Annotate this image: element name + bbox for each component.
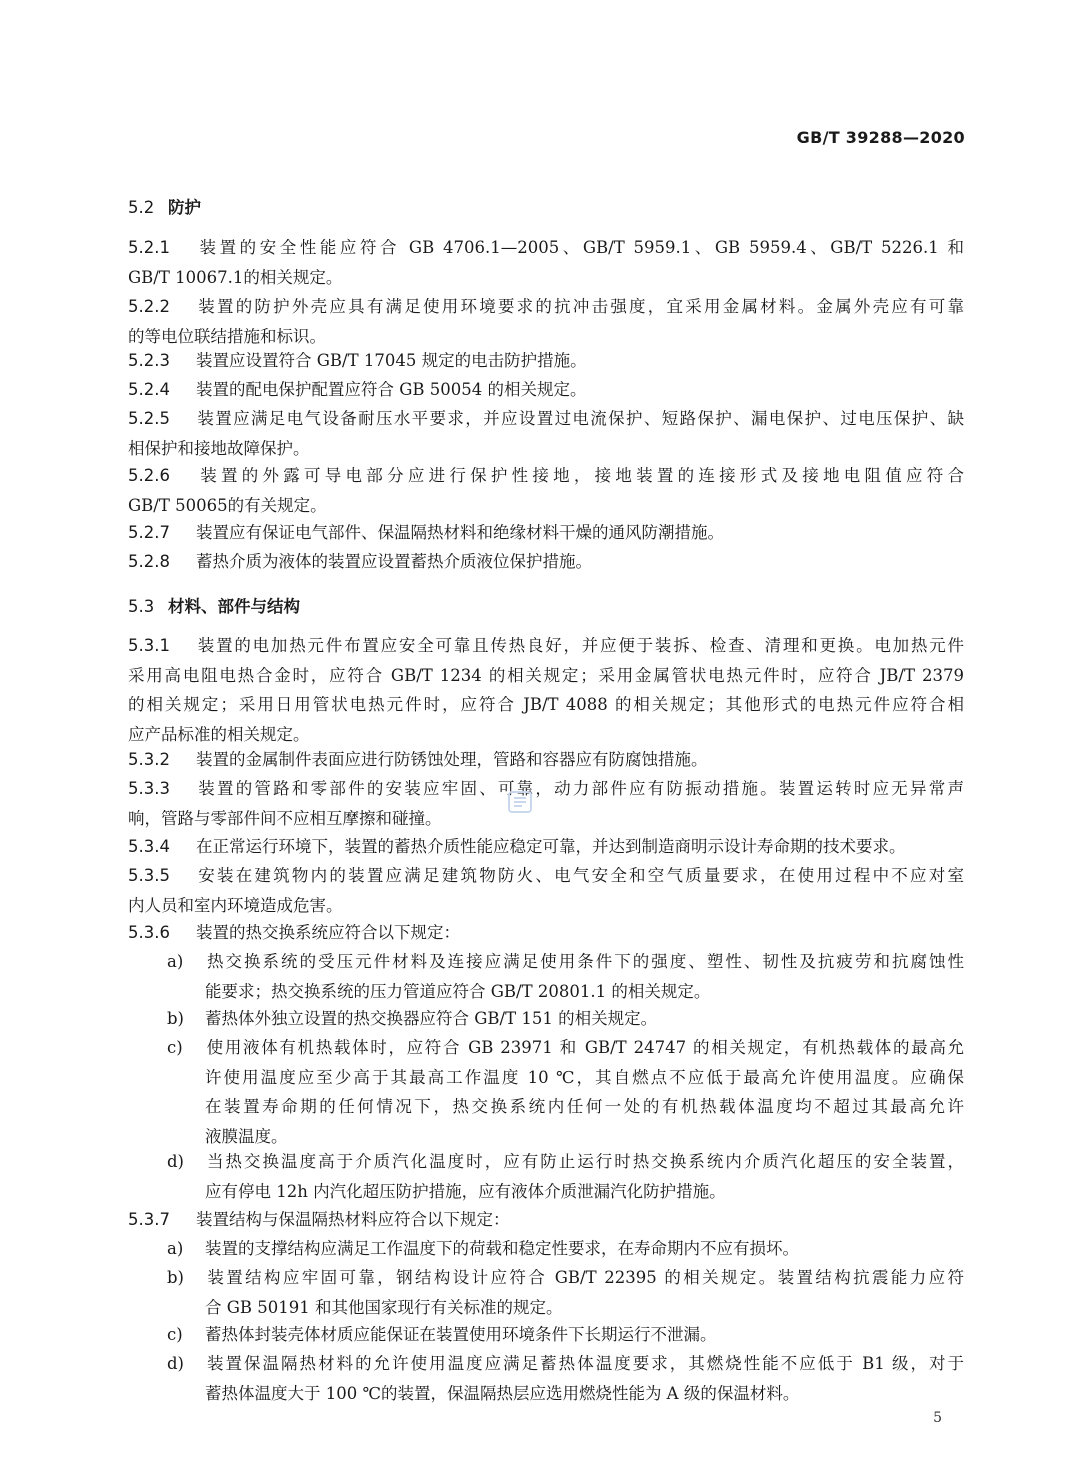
clause-number: 5.3.6 (128, 923, 170, 942)
clause-5-3-5: 5.3.5 安装在建筑物内的装置应满足建筑物防火、电气安全和空气质量要求，在使用过程中不应对室 内人员和室内环境造成危害。 (128, 861, 964, 920)
list-item-5-3-7-c: c) 蓄热体封装壳体材质应能保证在装置使用环境条件下长期运行不泄漏。 (167, 1320, 964, 1350)
list-marker: a) (167, 952, 184, 971)
clause-5-2-5: 5.2.5 装置应满足电气设备耐压水平要求，并应设置过电流保护、短路保护、漏电保护、过电压保护、缺 相保护和接地故障保护。 (128, 404, 964, 463)
section-number: 5.2 (128, 198, 155, 217)
list-marker: b) (167, 1009, 184, 1028)
clause-5-3-1: 5.3.1 装置的电加热元件布置应安全可靠且传热良好，并应便于装拆、检查、清理和更换。电加热元件 采用高电阻电热合金时，应符合 GB/T 1234 的相关规定；采用金属管状电热元件时，应符合 JB/T 2379 的相关规定；采用日用管状电热元件时，应符合 JB/T 4088 的相关规定；其他形式的电热元件应符合相 应产品标准的相关规定。 (128, 631, 964, 749)
clause-number: 5.3.7 (128, 1210, 170, 1229)
clause-5-3-7: 5.3.7 装置结构与保温隔热材料应符合以下规定： (128, 1205, 964, 1235)
clause-number: 5.2.6 (128, 466, 170, 485)
clause-number: 5.2.4 (128, 380, 170, 399)
page-number: 5 (933, 1410, 942, 1426)
clause-5-2-6: 5.2.6 装置的外露可导电部分应进行保护性接地，接地装置的连接形式及接地电阻值应符合 GB/T 50065的有关规定。 (128, 461, 964, 520)
clause-5-2-8: 5.2.8 蓄热介质为液体的装置应设置蓄热介质液位保护措施。 (128, 547, 964, 577)
clause-number: 5.2.8 (128, 552, 170, 571)
section-title: 材料、部件与结构 (168, 597, 300, 616)
standard-number: GB/T 39288—2020 (796, 128, 965, 147)
list-item-5-3-6-c: c) 使用液体有机热载体时，应符合 GB 23971 和 GB/T 24747 的相关规定，有机热载体的最高允 许使用温度应至少高于其最高工作温度 10 ℃，其自燃点不应低于最高允许使用温度。应确保 在装置寿命期的任何情况下，热交换系统内任何一处的有机热载体温度均不超过其最高允许 液膜温度。 (167, 1033, 964, 1151)
clause-5-2-7: 5.2.7 装置应有保证电气部件、保温隔热材料和绝缘材料干燥的通风防潮措施。 (128, 518, 964, 548)
clause-number: 5.3.4 (128, 837, 170, 856)
list-marker: d) (167, 1152, 184, 1171)
clause-5-3-2: 5.3.2 装置的金属制件表面应进行防锈蚀处理，管路和容器应有防腐蚀措施。 (128, 745, 964, 775)
clause-5-3-3: 5.3.3 装置的管路和零部件的安装应牢固、可靠，动力部件应有防振动措施。装置运转时应无异常声 响，管路与零部件间不应相互摩擦和碰撞。 (128, 774, 964, 833)
clause-5-3-6: 5.3.6 装置的热交换系统应符合以下规定： (128, 918, 964, 948)
list-marker: c) (167, 1038, 183, 1057)
list-item-5-3-7-a: a) 装置的支撑结构应满足工作温度下的荷载和稳定性要求，在寿命期内不应有损坏。 (167, 1234, 964, 1264)
clause-number: 5.3.5 (128, 866, 170, 885)
clause-5-2-3: 5.2.3 装置应设置符合 GB/T 17045 规定的电击防护措施。 (128, 346, 964, 376)
list-item-5-3-6-a: a) 热交换系统的受压元件材料及连接应满足使用条件下的强度、塑性、韧性及抗疲劳和抗腐蚀性 能要求；热交换系统的压力管道应符合 GB/T 20801.1 的相关规定。 (167, 947, 964, 1006)
clause-number: 5.3.3 (128, 779, 170, 798)
clause-5-2-1: 5.2.1 装置的安全性能应符合 GB 4706.1—2005、GB/T 5959.1、GB 5959.4、GB/T 5226.1 和 GB/T 10067.1的相关规定。 (128, 233, 964, 292)
clause-5-2-2: 5.2.2 装置的防护外壳应具有满足使用环境要求的抗冲击强度，宜采用金属材料。金属外壳应有可靠 的等电位联结措施和标识。 (128, 292, 964, 351)
list-marker: b) (167, 1268, 184, 1287)
clause-number: 5.2.3 (128, 351, 170, 370)
list-item-5-3-7-d: d) 装置保温隔热材料的允许使用温度应满足蓄热体温度要求，其燃烧性能不应低于 B1 级，对于 蓄热体温度大于 100 ℃的装置，保温隔热层应选用燃烧性能为 A 级的保温材料。 (167, 1349, 964, 1408)
list-item-5-3-7-b: b) 装置结构应牢固可靠，钢结构设计应符合 GB/T 22395 的相关规定。装置结构抗震能力应符 合 GB 50191 和其他国家现行有关标准的规定。 (167, 1263, 964, 1322)
list-item-5-3-6-b: b) 蓄热体外独立设置的热交换器应符合 GB/T 151 的相关规定。 (167, 1004, 964, 1034)
clause-number: 5.3.2 (128, 750, 170, 769)
section-heading-5-2 (128, 194, 201, 218)
clause-number: 5.2.2 (128, 297, 170, 316)
clause-5-2-4: 5.2.4 装置的配电保护配置应符合 GB 50054 的相关规定。 (128, 375, 964, 405)
watermark-logo-icon (506, 788, 534, 816)
clause-5-3-4: 5.3.4 在正常运行环境下，装置的蓄热介质性能应稳定可靠，并达到制造商明示设计寿命期的技术要求。 (128, 832, 964, 862)
clause-number: 5.2.1 (128, 238, 170, 257)
list-item-5-3-6-d: d) 当热交换温度高于介质汽化温度时，应有防止运行时热交换系统内介质汽化超压的安全装置， 应有停电 12h 内汽化超压防护措施，应有液体介质泄漏汽化防护措施。 (167, 1147, 964, 1206)
section-title: 防护 (168, 198, 201, 217)
list-marker: d) (167, 1354, 184, 1373)
clause-number: 5.2.7 (128, 523, 170, 542)
clause-number: 5.3.1 (128, 636, 170, 655)
section-heading-5-3 (128, 593, 300, 617)
section-number: 5.3 (128, 597, 155, 616)
clause-number: 5.2.5 (128, 409, 170, 428)
list-marker: c) (167, 1325, 183, 1344)
list-marker: a) (167, 1239, 184, 1258)
